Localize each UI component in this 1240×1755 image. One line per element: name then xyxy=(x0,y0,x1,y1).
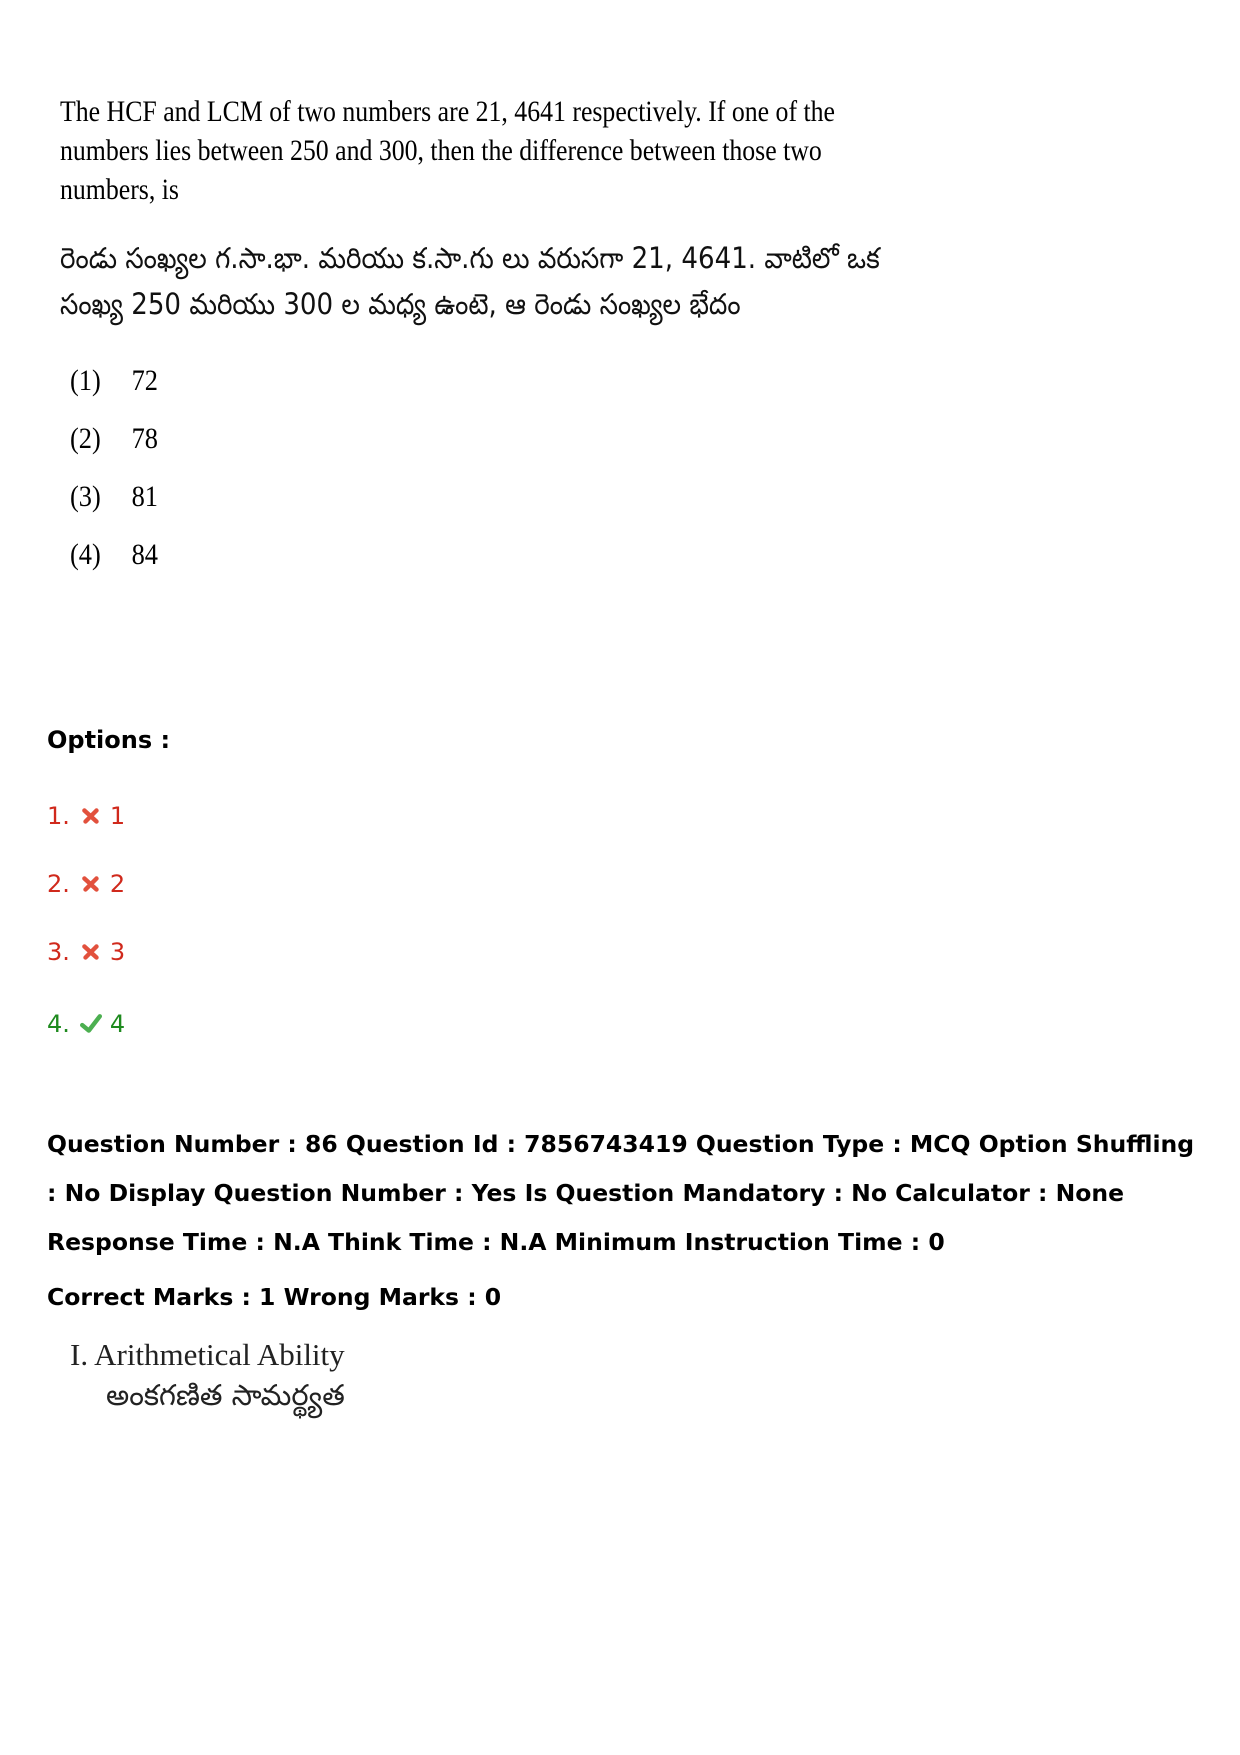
question-choice xyxy=(70,419,818,477)
option-index: 1. xyxy=(47,802,70,830)
question-choice xyxy=(70,535,818,593)
question-image xyxy=(60,92,920,593)
subject-image xyxy=(70,1335,345,1415)
question-details: Question Number : 86 Question Id : 7856743419 Question Type : MCQ Option Shuffling : No Display Question Number : Yes Is Question Mandatory : No Calculator : None Response Time : N.A Think Time : N.A Minimum Instruction Time : 0 xyxy=(47,1130,1195,1256)
option-label: 4 xyxy=(109,1010,126,1038)
subject-english: I. Arithmetical Ability xyxy=(70,1337,345,1372)
cross-icon xyxy=(80,805,102,827)
options-section xyxy=(47,726,1197,1038)
choice-value: 81 xyxy=(131,480,158,513)
choice-value: 72 xyxy=(131,364,158,397)
option-label: 2 xyxy=(109,870,126,898)
option-item-3 xyxy=(47,938,125,966)
choice-value: 84 xyxy=(131,538,158,571)
question-marks: Correct Marks : 1 Wrong Marks : 0 xyxy=(47,1283,502,1311)
question-choice xyxy=(70,477,818,535)
option-index: 4. xyxy=(47,1010,70,1038)
choice-number: (1) xyxy=(70,364,101,397)
question-text-telugu: రెండు సంఖ్యల గ.సా.భా. మరియు క.సా.గు లు వరుసగా 21, 4641. వాటిలో ఒక సంఖ్య 250 మరియు 300 ల మధ్య ఉంటె, ఆ రెండు సంఖ్యల భేదం xyxy=(60,241,880,321)
question-meta xyxy=(47,1120,1207,1322)
cross-icon xyxy=(80,873,102,895)
question-choice xyxy=(70,361,818,419)
question-text-english: The HCF and LCM of two numbers are 21, 4641 respectively. If one of the numbers lies between 250 and 300, then the difference between those two numbers, is xyxy=(60,95,836,206)
option-label: 1 xyxy=(109,802,126,830)
option-item-1 xyxy=(47,802,125,830)
cross-icon xyxy=(80,941,102,963)
option-label: 3 xyxy=(109,938,126,966)
subject-telugu: అంకగణిత సామర్థ్యత xyxy=(106,1378,345,1412)
choice-number: (3) xyxy=(70,480,101,513)
options-heading: Options : xyxy=(47,726,171,754)
choice-number: (2) xyxy=(70,422,101,455)
choice-value: 78 xyxy=(131,422,158,455)
option-item-2 xyxy=(47,870,125,898)
option-item-4 xyxy=(47,1010,125,1038)
choice-number: (4) xyxy=(70,538,101,571)
check-icon xyxy=(80,1013,102,1035)
option-index: 2. xyxy=(47,870,70,898)
question-choices xyxy=(70,361,920,593)
option-index: 3. xyxy=(47,938,70,966)
